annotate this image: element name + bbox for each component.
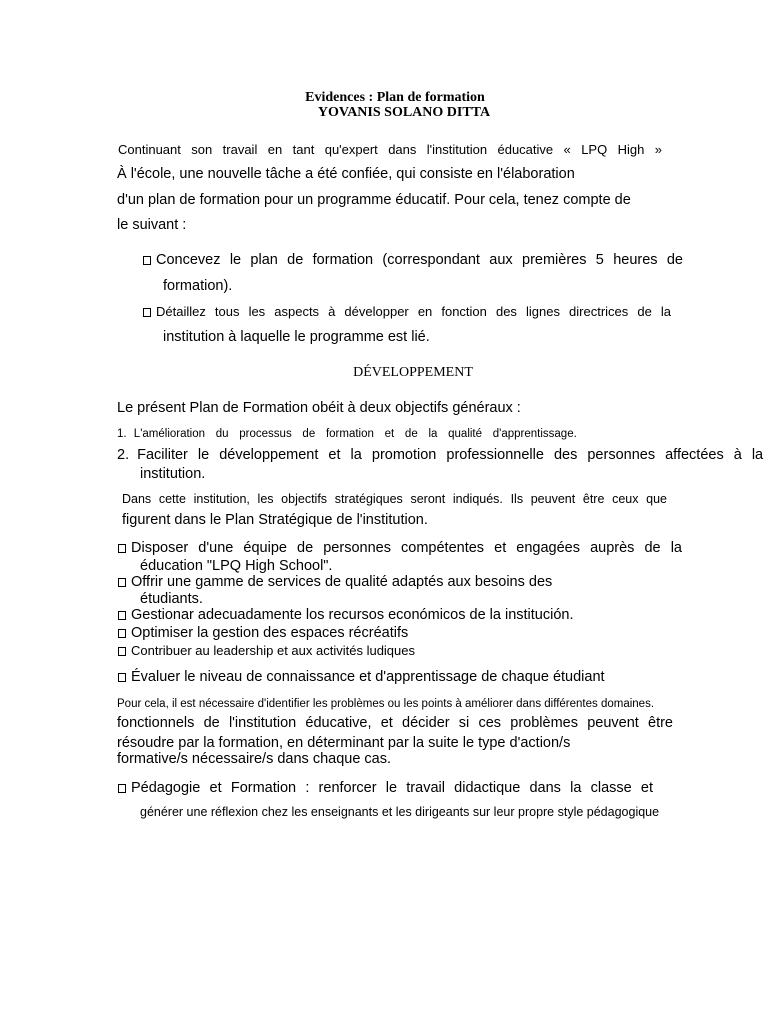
strategic-item-6-text: Évaluer le niveau de connaissance et d'apprentissage de chaque étudiant: [131, 669, 605, 685]
strategic-item-4: [118, 626, 408, 641]
task-item-1: [143, 253, 683, 268]
objective-item-2-text: Faciliter le développement et la promotion professionnelle des personnes affectées à la: [137, 447, 764, 463]
task-item-2-continuation: institution à laquelle le programme est lié.: [163, 329, 430, 345]
strategic-item-6: [118, 670, 605, 685]
strategic-item-5: [118, 644, 415, 657]
checkbox-icon: [143, 308, 151, 317]
document-author: YOVANIS SOLANO DITTA: [317, 105, 491, 120]
pedagogy-item: [118, 781, 653, 796]
objective-number: 2.: [117, 447, 130, 463]
strategic-item-3-text: Gestionar adecuadamente los recursos económicos de la institución.: [131, 607, 574, 623]
task-item-1-text: Concevez le plan de formation (correspondant aux premières 5 heures de: [156, 252, 683, 268]
objective-number: 1.: [117, 428, 127, 440]
checkbox-icon: [118, 784, 126, 793]
analysis-line-2: fonctionnels de l'institution éducative, et décider si ces problèmes peuvent être: [117, 715, 673, 731]
checkbox-icon: [118, 647, 126, 656]
strategic-item-1: [118, 541, 682, 556]
intro-line-3: d'un plan de formation pour un programme éducatif. Pour cela, tenez compte de: [117, 192, 631, 208]
intro-line-2: À l'école, une nouvelle tâche a été confiée, qui consiste en l'élaboration: [117, 166, 575, 182]
strategic-intro-line-1: Dans cette institution, les objectifs stratégiques seront indiqués. Ils peuvent être ceux que: [122, 492, 667, 506]
document-title: Evidences : Plan de formation: [305, 90, 485, 105]
objective-item-1: [117, 429, 577, 441]
strategic-intro-line-2: figurent dans le Plan Stratégique de l'institution.: [122, 512, 428, 528]
checkbox-icon: [118, 578, 126, 587]
intro-line-4: le suivant :: [117, 217, 187, 233]
analysis-line-4: formative/s nécessaire/s dans chaque cas.: [117, 751, 392, 767]
task-item-2-text: Détaillez tous les aspects à développer en fonction des lignes directrices de la: [156, 304, 671, 319]
pedagogy-item-text: Pédagogie et Formation : renforcer le travail didactique dans la classe et: [131, 780, 653, 796]
intro-line-1: Continuant son travail en tant qu'expert dans l'institution éducative « LPQ High »: [118, 142, 662, 157]
section-heading: DÉVELOPPEMENT: [353, 365, 473, 380]
analysis-line-3: résoudre par la formation, en déterminant par la suite le type d'action/s: [117, 735, 571, 751]
strategic-item-2-text: Offrir une gamme de services de qualité adaptés aux besoins des: [131, 574, 553, 590]
strategic-item-4-text: Optimiser la gestion des espaces récréatifs: [131, 625, 409, 641]
checkbox-icon: [143, 256, 151, 265]
pedagogy-item-continuation: générer une réflexion chez les enseignants et les dirigeants sur leur propre style pédagogique: [140, 805, 660, 819]
strategic-item-5-text: Contribuer au leadership et aux activités ludiques: [131, 643, 416, 658]
objective-item-1-text: L'amélioration du processus de formation et de la qualité d'apprentissage.: [133, 428, 577, 440]
strategic-item-2: [118, 575, 552, 590]
strategic-item-1-continuation: éducation "LPQ High School".: [140, 558, 333, 574]
objective-item-2: [117, 448, 763, 463]
checkbox-icon: [118, 611, 126, 620]
task-item-1-continuation: formation).: [163, 278, 233, 294]
analysis-line-1: Pour cela, il est nécessaire d'identifier les problèmes ou les points à améliorer dans différentes domaines.: [117, 698, 655, 710]
strategic-item-3: [118, 608, 574, 623]
task-item-2: [143, 305, 671, 318]
checkbox-icon: [118, 673, 126, 682]
objectives-intro: Le présent Plan de Formation obéit à deux objectifs généraux :: [117, 400, 521, 416]
strategic-item-1-text: Disposer d'une équipe de personnes compétentes et engagées auprès de la: [131, 540, 682, 556]
strategic-item-2-continuation: étudiants.: [140, 591, 203, 607]
checkbox-icon: [118, 544, 126, 553]
checkbox-icon: [118, 629, 126, 638]
objective-item-2-continuation: institution.: [140, 466, 206, 482]
